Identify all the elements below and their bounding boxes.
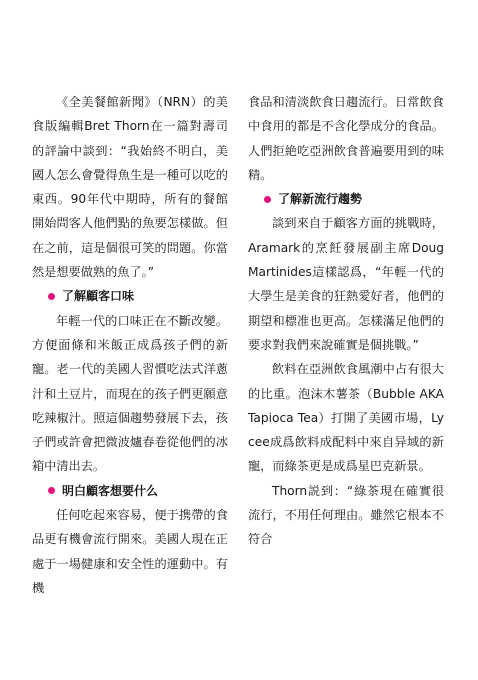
section-heading: [32, 479, 228, 503]
left-column: [32, 90, 228, 600]
paragraph: 談到來自于顧客方面的挑戰時，Aramark的烹飪發展副主席Doug Martinides這樣認爲，“年輕一代的大學生是美食的狂熱愛好者，他們的期望和標准也更高。怎樣滿足他們的要求對我們來說確實是個挑戰。”: [248, 216, 444, 352]
section-heading-text: 明白顧客想要什么: [62, 483, 159, 498]
paragraph: 食品和清淡飲食日趨流行。日常飲食中食用的都是不含化學成分的食品。人們拒絶吃亞洲飲食普遍要用到的味精。: [248, 95, 444, 182]
section-heading: [248, 187, 444, 211]
section-heading-text: 了解新流行趨勢: [278, 192, 363, 207]
paragraph: Thorn説到：“綠茶現在確實很流行，不用任何理由。雖然它根本不符合: [248, 483, 444, 547]
section-heading: [32, 284, 228, 308]
paragraph: 飲料在亞洲飲食風潮中占有很大的比重。泡沫木薯茶（Bubble AKA Tapioca Tea）打開了美國市場，Lycee成爲飲料成配料中來自异域的新寵，而綠茶更是成爲星巴克新景。: [248, 362, 444, 474]
bullet-icon: [48, 487, 55, 494]
right-column: [248, 90, 444, 552]
bullet-icon: [264, 196, 271, 203]
paragraph: 《全美餐館新聞》（NRN）的美食版編輯Bret Thorn在一篇對壽司的評論中談到：“我始終不明白，美國人怎么會覺得魚生是一種可以吃的東西。90年代中期時，所有的餐館開始問客人他們點的魚要怎樣做。但在之前，這是個很可笑的問題。你當然是想要做熟的魚了。”: [32, 95, 228, 280]
section-heading-text: 了解顧客口味: [62, 289, 135, 304]
paragraph: 年輕一代的口味正在不斷改變。方便面條和米飯正成爲孩子們的新寵。老一代的美國人習慣吃法式洋蔥汁和土豆片，而現在的孩子們更願意吃辣椒汁。照這個趨勢發展下去，孩子們或許會把微波爐春卷從他們的冰箱中清出去。: [32, 313, 228, 474]
paragraph: 任何吃起來容易，便于携帶的食品更有機會流行開來。美國人現在正處于一場健康和安全性的運動中。有機: [32, 508, 228, 595]
bullet-icon: [48, 293, 55, 300]
